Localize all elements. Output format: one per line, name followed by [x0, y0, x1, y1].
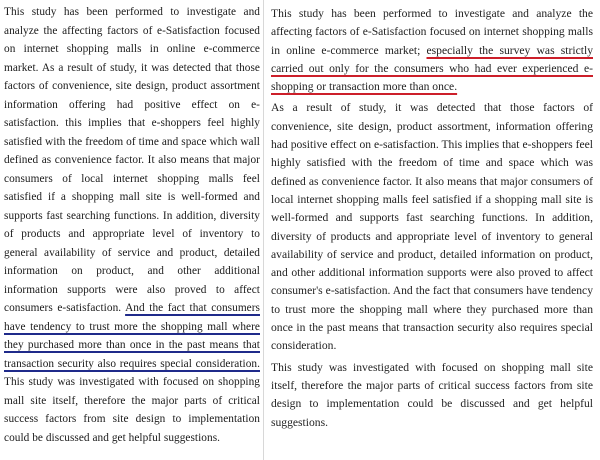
left-blue-underlined-text: And the fact that consumers have tendency to trust more the shopping mall where they purchased more than once in the past means that transaction security also requires special consideration. — [4, 302, 260, 370]
right-paragraph-2: As a result of study, it was detected that those factors of convenience, site design, product assortment, information offering had positive effect on e-satisfaction. This implies that e-shoppers feel highly satisfied with the freedom of time and space which was defined as convenience factor. It also means that major consumers of local internet shopping malls feel satisfied if a shopping mall site is well-formed and supports fast searching functions. In addition, diversity of products and appropriate level of inventory to general availability of service and product, detailed information on product, and other additional information supports were also proved to affect consumer's e-satisfaction. And the fact that consumers have tendency to trust more the shopping mall where they purchased more than once in the past means that transaction security also requires special consideration. — [271, 101, 593, 353]
right-document-panel — [271, 5, 593, 432]
right-red-underlined-text: especially the survey was strictly carried out only for the consumers who had ever experienced e-shopping or transaction more than once. — [271, 43, 593, 94]
left-document-panel — [4, 3, 260, 447]
left-abstract-paragraph — [4, 3, 260, 447]
left-text-after: This study was investigated with focused on shopping mall site itself, therefore the major parts of critical success factors from site design to implementation could be discussed and get helpful suggestions. — [4, 376, 260, 444]
panel-divider — [263, 0, 264, 460]
right-paragraph-1 — [271, 5, 593, 96]
right-para1-text: This study has been performed to investigate and analyze the affecting factors of e-Satisfaction focused on internet shopping malls in online e-commerce market; — [271, 7, 593, 57]
right-paragraph-3: This study was investigated with focused on shopping mall site itself, therefore the major parts of critical success factors from site design to implementation could be discussed and get helpful suggestions. — [271, 360, 593, 429]
left-text-before: This study has been performed to investigate and analyze the affecting factors of e-Satisfaction focused on internet shopping malls in online e-commerce market. As a result of study, it was detected that those factors of convenience, site design, product assortment information offering had positive effect on e-satisfaction. this implies that e-shoppers feel highly satisfied with the freedom of time and space which wall defined as convenience factor. It also means that major consumers of local internet shopping malls feel satisfied if a shopping mall site is well-formed and supports fast searching functions. In addition, diversity of products and appropriate level of inventory to general availability of service and product, detailed information on product, and other additional information supports were also proved to affect consumers e-satisfaction. — [4, 6, 260, 314]
